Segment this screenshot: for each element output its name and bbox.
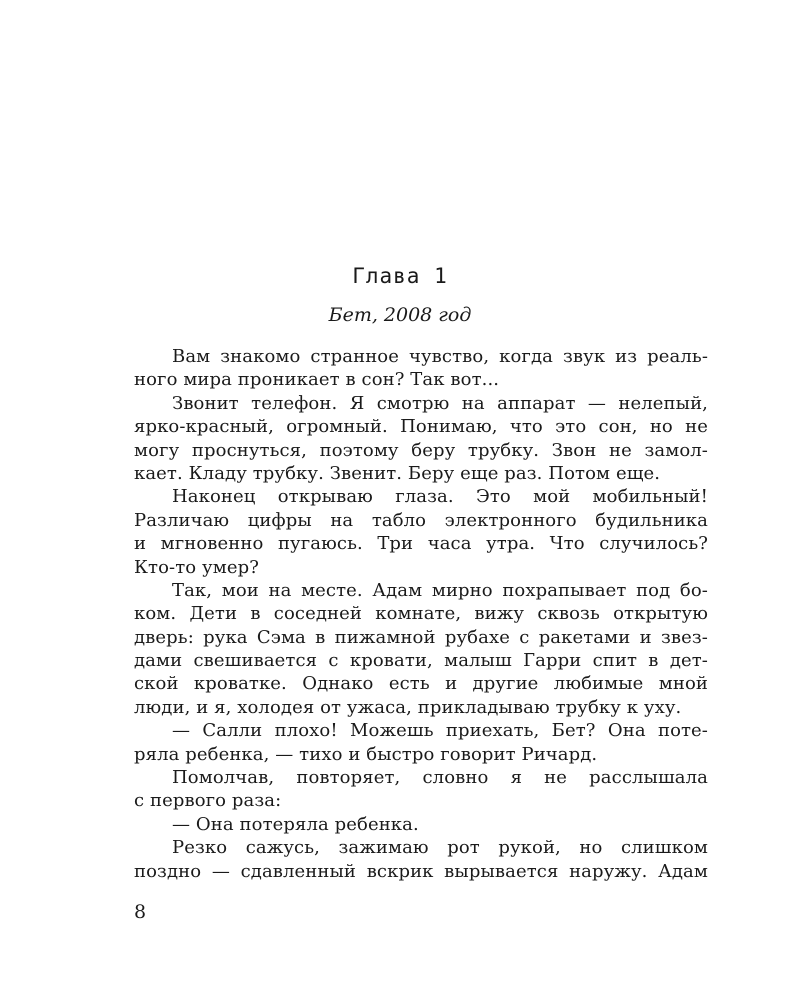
text-line: Помолчав, повторяет, словно я не расслышала — [172, 767, 708, 789]
chapter-title: Глава 1 — [352, 264, 448, 288]
text-line: — Салли плохо! Можешь приехать, Бет? Она поте- — [172, 720, 708, 742]
text-line: с первого раза: — [134, 790, 282, 812]
text-line: Резко сажусь, зажимаю рот рукой, но слишком — [172, 837, 708, 859]
text-line: дверь: рука Сэма в пижамной рубахе с ракетами и звез- — [134, 626, 708, 648]
text-line: Различаю цифры на табло электронного будильника — [134, 509, 708, 531]
text-line: Кто-то умер? — [134, 556, 259, 578]
text-line: люди, и я, холодея от ужаса, прикладываю трубку к уху. — [134, 696, 682, 718]
text-line: Так, мои на месте. Адам мирно похрапывает под бо- — [172, 579, 708, 601]
text-line: ярко-красный, огромный. Понимаю, что это сон, но не — [134, 416, 708, 438]
text-line: и мгновенно пугаюсь. Три часа утра. Что случилось? — [134, 533, 708, 555]
text-line: ного мира проникает в сон? Так вот... — [134, 369, 500, 391]
chapter-subtitle: Бет, 2008 год — [328, 304, 472, 326]
text-line: ком. Дети в соседней комнате, вижу сквозь открытую — [134, 603, 708, 625]
text-line: — Она потеряла ребенка. — [172, 813, 419, 835]
text-line: дами свешивается с кровати, малыш Гарри спит в дет- — [134, 650, 708, 672]
text-line: Звонит телефон. Я смотрю на аппарат — нелепый, — [172, 392, 708, 414]
text-line: Наконец открываю глаза. Это мой мобильный! — [172, 486, 708, 508]
text-line: поздно — сдавленный вскрик вырывается наружу. Адам — [134, 860, 708, 882]
text-line: кает. Кладу трубку. Звенит. Беру еще раз. Потом еще. — [134, 462, 661, 484]
text-line: Вам знакомо странное чувство, когда звук из реаль- — [172, 346, 708, 367]
body-text — [134, 345, 708, 883]
text-line: ской кроватке. Однако есть и другие любимые мной — [134, 673, 708, 695]
text-line: ряла ребенка, — тихо и быстро говорит Ричард. — [134, 743, 598, 765]
page-number: 8 — [134, 901, 147, 923]
text-line: могу проснуться, поэтому беру трубку. Звон не замол- — [134, 439, 708, 461]
